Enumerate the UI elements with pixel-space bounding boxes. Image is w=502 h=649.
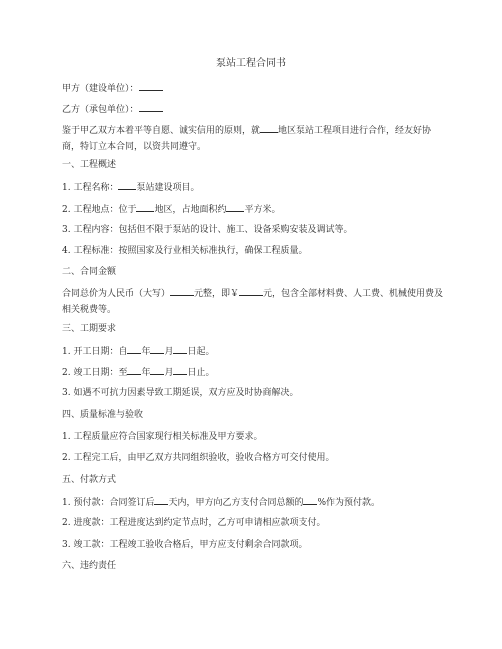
- section-6-heading: 六、违约责任: [62, 561, 117, 571]
- item-text: 年: [141, 347, 151, 357]
- section-4-heading: 四、质量标准与验收: [62, 410, 144, 420]
- party-a-label: 甲方（建设单位）：: [62, 84, 139, 94]
- section-1-item-3: 3. 工程内容：包括但不限于泵站的设计、施工、设备采购安装及调试等。: [62, 225, 353, 235]
- item-text: 月: [164, 347, 174, 357]
- section-1-heading: 一、工程概述: [62, 160, 117, 170]
- item-text: 泵站建设项目。: [136, 183, 200, 193]
- days-blank: [154, 494, 168, 505]
- item-text: 2. 工程地点：位于: [62, 205, 137, 215]
- item-text: 月: [164, 368, 174, 378]
- intro-text-2: 地区泵站工程项目进行合作，经友好协商，特订立本合同，以资共同遵守。: [62, 126, 432, 152]
- end-day-blank: [173, 364, 187, 375]
- section-3-item-2: [62, 364, 447, 381]
- area-blank: [226, 201, 244, 212]
- item-text: 元，包含全部材料费、人工费、机械使用费及相关税费等。: [62, 289, 444, 315]
- section-1-item-4: 4. 工程标准：按照国家及行业相关标准执行，确保工程质量。: [62, 246, 308, 256]
- amount-number-blank: [239, 285, 263, 296]
- party-b-label: 乙方（承包单位）：: [62, 105, 139, 115]
- intro-blank: [260, 122, 278, 133]
- item-text: %作为预付款。: [317, 498, 381, 508]
- section-1-item-1: [62, 179, 447, 196]
- item-text: 1. 开工日期：自: [62, 347, 128, 357]
- location-blank: [136, 201, 154, 212]
- item-text: 平方米。: [244, 205, 281, 215]
- party-b-line: [62, 101, 447, 118]
- section-5-item-3: 3. 竣工款：工程竣工验收合格后，甲方应支付剩余合同款项。: [62, 540, 308, 550]
- amount-words-blank: [170, 285, 194, 296]
- section-5-item-1: [62, 494, 447, 511]
- section-4-item-2: 2. 工程完工后，由甲乙双方共同组织验收，验收合格方可交付使用。: [62, 453, 335, 463]
- item-text: 1. 预付款：合同签订后: [62, 498, 155, 508]
- party-a-line: [62, 80, 447, 97]
- percent-blank: [303, 494, 317, 505]
- item-text: 日止。: [187, 368, 215, 378]
- item-text: 合同总价为人民币（大写）: [62, 289, 171, 299]
- section-2-text: [62, 285, 447, 318]
- end-year-blank: [127, 364, 141, 375]
- section-3-item-1: [62, 343, 447, 360]
- section-4-item-1: 1. 工程质量应符合国家现行相关标准及甲方要求。: [62, 432, 263, 442]
- item-text: 年: [141, 368, 151, 378]
- section-5-heading: 五、付款方式: [62, 475, 117, 485]
- party-a-blank: [139, 80, 163, 91]
- project-name-blank: [118, 179, 136, 190]
- start-month-blank: [150, 343, 164, 354]
- item-text: 日起。: [187, 347, 215, 357]
- item-text: 1. 工程名称：: [62, 183, 119, 193]
- party-b-blank: [139, 101, 163, 112]
- start-year-blank: [127, 343, 141, 354]
- section-3-item-3: 3. 如遇不可抗力因素导致工期延误，双方应及时协商解决。: [62, 388, 299, 398]
- section-2-heading: 二、合同金额: [62, 267, 117, 277]
- item-text: 天内，甲方向乙方支付合同总额的: [168, 498, 304, 508]
- section-1-item-2: [62, 201, 447, 218]
- intro-paragraph: [62, 122, 447, 155]
- item-text: 2. 竣工日期：至: [62, 368, 128, 378]
- item-text: 地区，占地面积约: [154, 205, 227, 215]
- section-3-heading: 三、工期要求: [62, 324, 117, 334]
- section-5-item-2: 2. 进度款：工程进度达到约定节点时，乙方可申请相应款项支付。: [62, 518, 326, 528]
- intro-text-1: 鉴于甲乙双方本着平等自愿、诚实信用的原则，就: [62, 126, 261, 136]
- item-text: 元整，即￥: [194, 289, 240, 299]
- end-month-blank: [150, 364, 164, 375]
- start-day-blank: [173, 343, 187, 354]
- document-title: 泵站工程合同书: [216, 58, 286, 69]
